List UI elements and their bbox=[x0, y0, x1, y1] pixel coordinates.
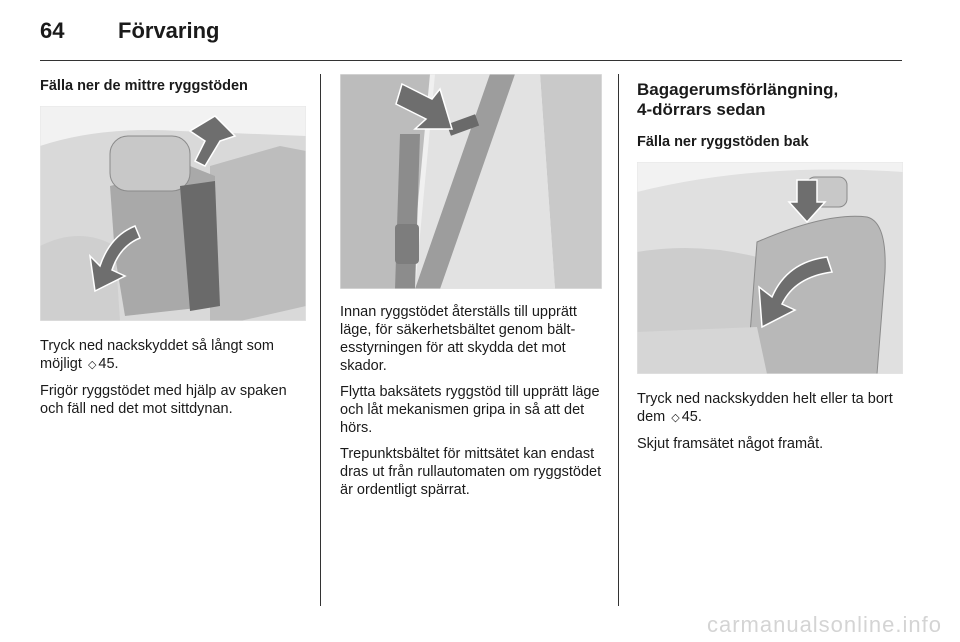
instruction-move-front-seat: Skjut framsätet något framåt. bbox=[637, 436, 824, 452]
instruction-move-backrest: Flytta baksätets ryggstöd till upprätt läge och låt mekanismen gripa in så att det hörs. bbox=[340, 384, 600, 436]
section-heading-rear-backrests: Fälla ner ryggstöden bak bbox=[637, 134, 809, 150]
page-reference-number: 45. bbox=[98, 356, 119, 372]
section-heading-middle-backrests: Fälla ner de mittre ryggstöden bbox=[40, 78, 248, 94]
column-right bbox=[637, 74, 903, 461]
section-title-line1: Bagagerumsförlängning, bbox=[637, 80, 839, 99]
instruction-belt-guide: Innan ryggstödet återställs till upprätt läge, för säkerhetsbältet genom bält-esstyrningen för att skydda det mot skador. bbox=[340, 304, 577, 374]
instruction-release-backrest: Frigör ryggstödet med hjälp av spaken och fäll ned det mot sittdynan. bbox=[40, 383, 287, 417]
instruction-press-headrest: Tryck ned nackskyddet så långt som möjligt ◇ 45. bbox=[40, 338, 274, 372]
page-reference-icon: ◇ bbox=[87, 359, 97, 371]
header-rule bbox=[40, 60, 902, 61]
figure-rear-backrest-fold bbox=[637, 162, 903, 374]
headrest-illustration bbox=[40, 106, 306, 321]
column-divider-1 bbox=[320, 74, 321, 606]
instruction-three-point-belt: Trepunktsbältet för mittsätet kan endast dras ut från rullautomaten om ryggstödet är ordentligt spärrat. bbox=[340, 446, 602, 498]
page-number: 64 bbox=[40, 18, 65, 43]
seatbelt-illustration bbox=[340, 74, 602, 289]
page-reference-number: 45. bbox=[681, 409, 702, 425]
page-reference-icon: ◇ bbox=[671, 412, 680, 424]
rear-backrest-illustration bbox=[637, 162, 903, 374]
section-title-line2: 4-dörrars sedan bbox=[637, 100, 766, 119]
column-middle bbox=[340, 74, 602, 507]
column-left bbox=[40, 74, 306, 426]
instruction-press-rear-headrests: Tryck ned nackskydden helt eller ta bort dem ◇ 45. bbox=[637, 391, 893, 425]
column-divider-2 bbox=[618, 74, 619, 606]
figure-headrest-fold bbox=[40, 106, 306, 321]
watermark: carmanualsonline.info bbox=[706, 612, 942, 637]
page-header bbox=[40, 18, 920, 58]
figure-seatbelt-guide bbox=[340, 74, 602, 289]
chapter-title: Förvaring bbox=[118, 18, 220, 43]
